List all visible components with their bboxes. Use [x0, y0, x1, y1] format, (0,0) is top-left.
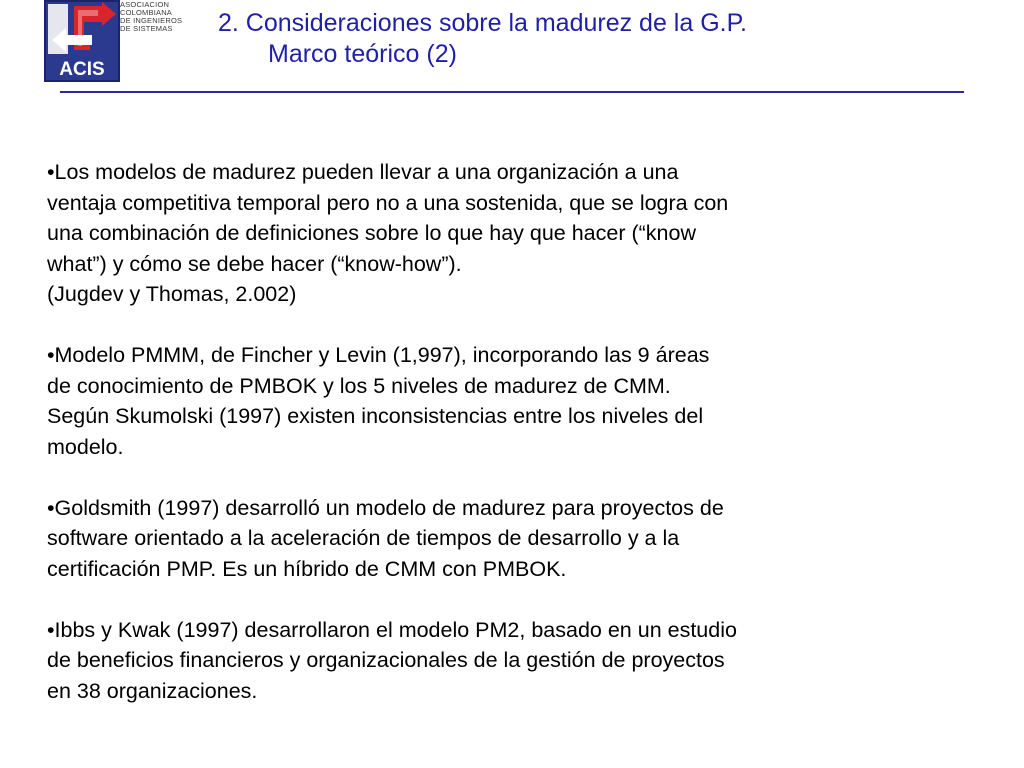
text-line: una combinación de definiciones sobre lo que hay que hacer (“know	[47, 221, 696, 245]
bullet-maturity-models	[47, 157, 877, 310]
bullet-ibbs-kwak	[47, 615, 877, 707]
title-divider	[60, 91, 964, 93]
text-line: modelo.	[47, 434, 124, 459]
org-line: DE INGENIEROS	[120, 16, 183, 25]
acis-arrow-logo-icon	[44, 0, 120, 82]
title-line-2: Marco teórico (2)	[268, 40, 457, 68]
text-line: •Modelo PMMM, de Fincher y Levin (1,997), incorporando las 9 áreas	[47, 343, 710, 367]
text-line: certificación PMP. Es un híbrido de CMM con PMBOK.	[47, 556, 567, 581]
slide-body	[47, 157, 877, 706]
text-line: en 38 organizaciones.	[47, 678, 258, 703]
text-line: ventaja competitiva temporal pero no a una sostenida, que se logra con	[47, 190, 729, 215]
bullet-pmmm	[47, 340, 877, 462]
org-name	[120, 1, 210, 33]
title-line-1: 2. Consideraciones sobre la madurez de la G.P.	[218, 9, 748, 37]
logo-acronym: ACIS	[59, 59, 105, 80]
text-line: Según Skumolski (1997) existen inconsistencias entre los niveles del	[47, 404, 704, 428]
text-line: what”) y cómo se debe hacer (“know-how”).	[47, 251, 462, 276]
text-line: •Ibbs y Kwak (1997) desarrollaron el modelo PM2, basado en un estudio	[47, 617, 737, 642]
org-line: COLOMBIANA	[120, 8, 173, 17]
slide-title	[218, 8, 747, 70]
text-line: •Los modelos de madurez pueden llevar a una organización a una	[47, 160, 679, 184]
text-line: de conocimiento de PMBOK y los 5 niveles de madurez de CMM.	[47, 373, 671, 398]
text-line: •Goldsmith (1997) desarrolló un modelo de madurez para proyectos de	[47, 495, 724, 520]
acis-logo	[44, 0, 120, 82]
bullet-goldsmith	[47, 493, 877, 585]
text-line: de beneficios financieros y organizacionales de la gestión de proyectos	[47, 648, 725, 672]
text-line: software orientado a la aceleración de tiempos de desarrollo y a la	[47, 526, 680, 550]
text-line: (Jugdev y Thomas, 2.002)	[47, 282, 297, 306]
org-line: DE SISTEMAS	[120, 24, 173, 33]
org-line: ASOCIACION	[120, 0, 170, 9]
